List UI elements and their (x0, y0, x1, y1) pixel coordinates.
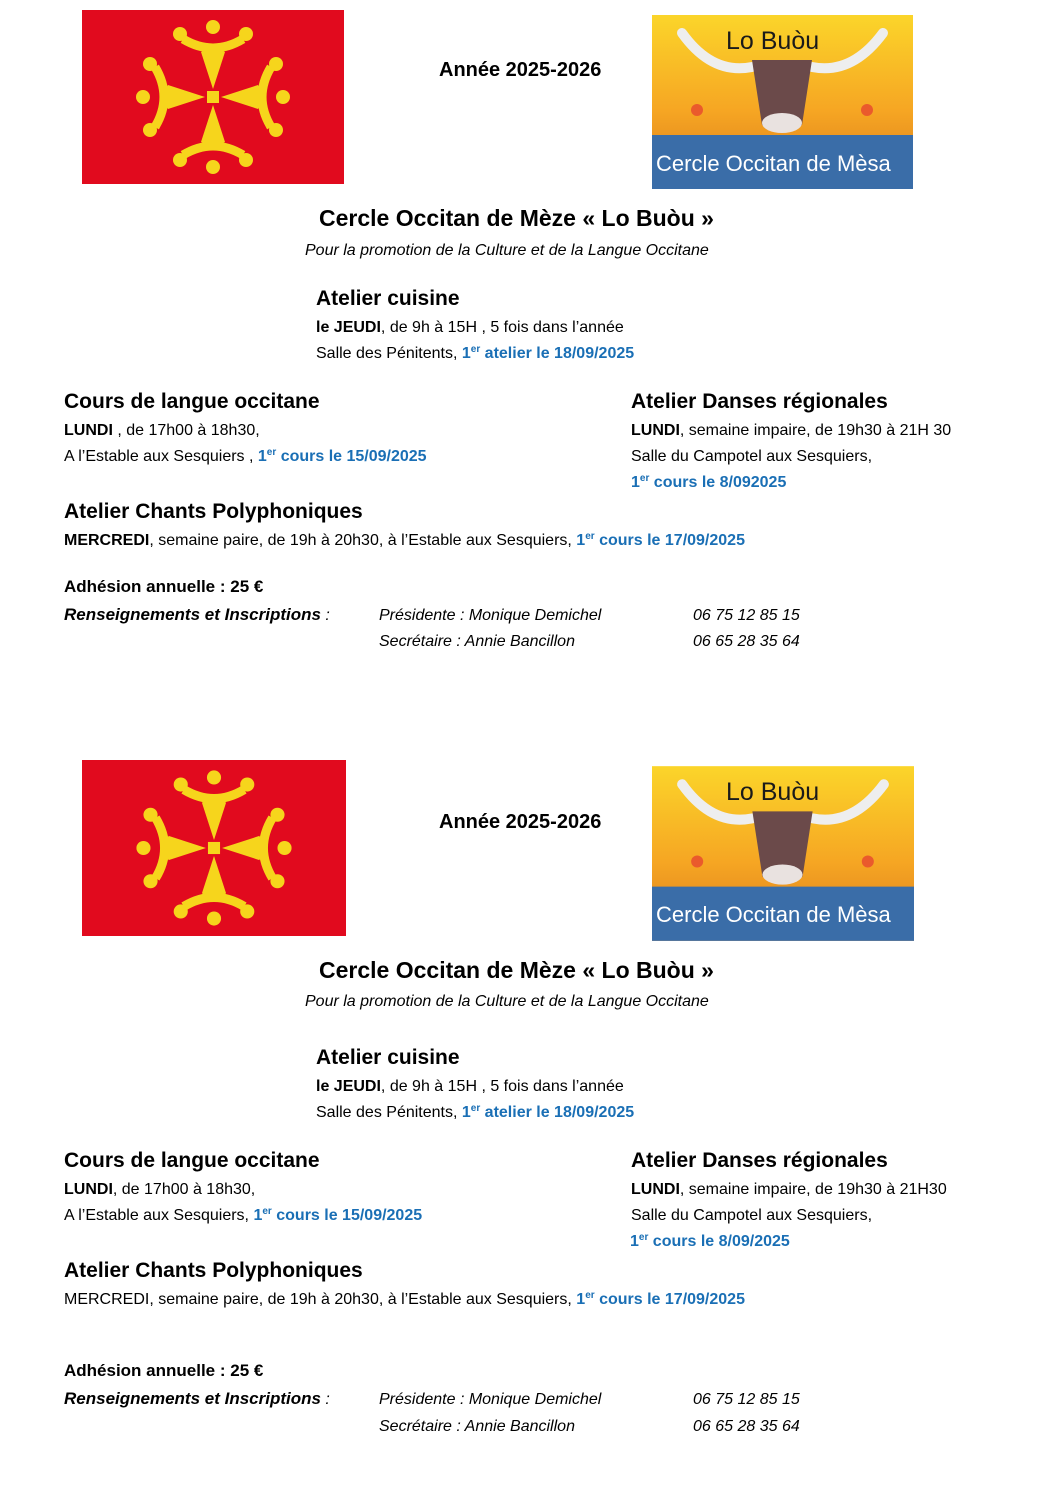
langue-first-ord: 1 (257, 448, 267, 465)
page-subtitle: Pour la promotion de la Culture et de la Langue Occitane (305, 242, 709, 259)
langue-schedule (64, 422, 260, 440)
danses-time: , semaine impaire, de 19h30 à 21H30 (679, 1181, 947, 1198)
contact-role: Présidente : Monique Demichel (379, 1391, 602, 1408)
contact-role: Secrétaire : Annie Bancillon (379, 1418, 575, 1435)
cuisine-heading: Atelier cuisine (316, 1046, 460, 1069)
langue-day: LUNDI (64, 1181, 113, 1198)
cuisine-place: Salle des Pénitents, (316, 345, 462, 362)
langue-first-ord: 1 (253, 1207, 263, 1224)
langue-time: , de 17h00 à 18h30, (112, 1181, 256, 1198)
danses-heading: Atelier Danses régionales (631, 1149, 888, 1172)
chants-first-date: cours le 17/09/2025 (594, 1291, 745, 1308)
contact-phone: 06 65 28 35 64 (693, 1418, 800, 1435)
contact-role: Présidente : Monique Demichel (379, 607, 602, 624)
renseignements-colon: : (320, 1391, 330, 1408)
langue-time: , de 17h00 à 18h30, (112, 422, 260, 439)
cuisine-first-ord: 1 (461, 345, 471, 362)
danses-time: , semaine impaire, de 19h30 à 21H 30 (679, 422, 952, 439)
danses-day: LUNDI (631, 1181, 680, 1198)
danses-location: Salle du Campotel aux Sesquiers, (631, 448, 873, 465)
renseignements-label (64, 1389, 330, 1409)
logo-top-text: Lo Buòu (726, 27, 820, 55)
lo-buou-logo-image (652, 15, 913, 189)
year-label: Année 2025-2026 (439, 811, 602, 833)
chants-first-date: cours le 17/09/2025 (594, 532, 745, 549)
danses-location: Salle du Campotel aux Sesquiers, (631, 1207, 873, 1224)
chants-first-sup: er (585, 1290, 595, 1301)
cuisine-heading: Atelier cuisine (316, 287, 460, 310)
danses-first (631, 474, 786, 492)
occitan-cross-icon (82, 760, 346, 936)
year-label: Année 2025-2026 (439, 59, 602, 81)
cuisine-first-sup: er (470, 344, 481, 355)
occitan-flag-image (82, 760, 346, 936)
logo-bottom-text: Cercle Occitan de Mèsa (656, 151, 891, 176)
langue-first-sup: er (262, 1206, 272, 1217)
langue-first-sup: er (266, 447, 277, 458)
danses-first-sup: er (639, 473, 650, 484)
contact-role: Secrétaire : Annie Bancillon (379, 633, 575, 650)
logo-top-text: Lo Buòu (726, 778, 820, 806)
langue-heading: Cours de langue occitane (64, 390, 320, 413)
adhesion-fee: Adhésion annuelle : 25 € (64, 577, 264, 596)
cuisine-day: le JEUDI (316, 319, 381, 336)
renseignements-text: Renseignements et Inscriptions (64, 1389, 321, 1408)
cuisine-location (316, 1104, 634, 1122)
langue-schedule (64, 1181, 255, 1199)
cuisine-location (316, 345, 634, 363)
occitan-cross-icon (82, 10, 344, 184)
chants-heading: Atelier Chants Polyphoniques (64, 500, 363, 523)
contact-phone: 06 75 12 85 15 (693, 1391, 800, 1408)
cuisine-first-sup: er (470, 1103, 481, 1114)
langue-first-date: cours le 15/09/2025 (276, 448, 427, 465)
logo-bottom-text: Cercle Occitan de Mèsa (656, 902, 891, 927)
langue-location (64, 448, 427, 466)
danses-schedule (631, 1181, 947, 1199)
cuisine-schedule (316, 1078, 624, 1096)
danses-first-ord: 1 (631, 474, 640, 491)
occitan-flag-image (82, 10, 344, 184)
contact-phone: 06 75 12 85 15 (693, 607, 800, 624)
cuisine-time: , de 9h à 15H , 5 fois dans l’année (380, 319, 624, 336)
langue-first-date: cours le 15/09/2025 (271, 1207, 423, 1224)
chants-first-ord: 1 (576, 1291, 586, 1308)
langue-heading: Cours de langue occitane (64, 1149, 320, 1172)
langue-day: LUNDI (64, 422, 113, 439)
adhesion-fee: Adhésion annuelle : 25 € (64, 1361, 264, 1380)
cuisine-time: , de 9h à 15H , 5 fois dans l’année (380, 1078, 624, 1095)
danses-first-date: cours le 8/09/2025 (648, 1233, 790, 1250)
chants-day: MERCREDI (64, 532, 150, 549)
cuisine-schedule (316, 319, 624, 337)
danses-first (630, 1233, 790, 1251)
renseignements-text: Renseignements et Inscriptions (64, 605, 321, 624)
chants-details: , semaine paire, de 19h à 20h30, à l’Estable aux Sesquiers, (149, 532, 577, 549)
danses-first-date: cours le 8/092025 (649, 474, 787, 491)
danses-schedule (631, 422, 951, 440)
page-title: Cercle Occitan de Mèze « Lo Buòu » (319, 205, 714, 231)
cuisine-first-date: atelier le 18/09/2025 (480, 1104, 635, 1121)
langue-location (64, 1207, 422, 1225)
page-subtitle: Pour la promotion de la Culture et de la Langue Occitane (305, 993, 709, 1010)
cuisine-place: Salle des Pénitents, (316, 1104, 462, 1121)
cuisine-first-date: atelier le 18/09/2025 (480, 345, 635, 362)
danses-first-sup: er (638, 1232, 649, 1243)
cuisine-first-ord: 1 (461, 1104, 471, 1121)
langue-place: A l’Estable aux Sesquiers , (64, 448, 258, 465)
renseignements-colon: : (320, 607, 330, 624)
chants-schedule (64, 532, 745, 550)
danses-day: LUNDI (631, 422, 680, 439)
page-title: Cercle Occitan de Mèze « Lo Buòu » (319, 957, 714, 983)
contact-phone: 06 65 28 35 64 (693, 633, 800, 650)
danses-first-ord: 1 (630, 1233, 639, 1250)
cuisine-day: le JEUDI (316, 1078, 381, 1095)
langue-place: A l’Estable aux Sesquiers, (64, 1207, 254, 1224)
lo-buou-logo-image (652, 766, 914, 941)
chants-details: MERCREDI, semaine paire, de 19h à 20h30, à l’Estable aux Sesquiers, (64, 1291, 577, 1308)
chants-schedule (64, 1291, 745, 1309)
chants-first-sup: er (585, 531, 595, 542)
renseignements-label (64, 605, 330, 625)
chants-heading: Atelier Chants Polyphoniques (64, 1259, 363, 1282)
danses-heading: Atelier Danses régionales (631, 390, 888, 413)
chants-first-ord: 1 (576, 532, 586, 549)
